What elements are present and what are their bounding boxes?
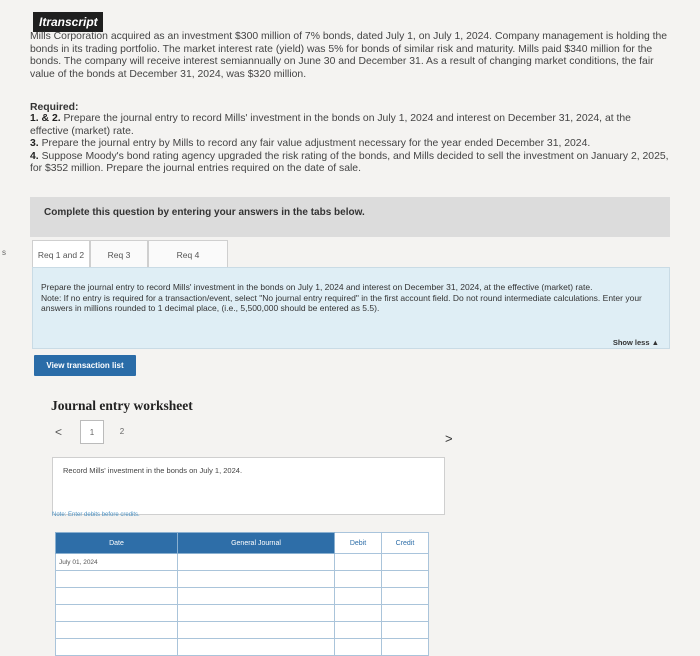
date-cell bbox=[56, 571, 178, 588]
instruction-panel bbox=[32, 267, 670, 349]
chevron-left-icon[interactable]: < bbox=[55, 425, 63, 439]
table-row bbox=[56, 571, 429, 588]
debit-input[interactable] bbox=[335, 605, 382, 622]
date-cell bbox=[56, 639, 178, 656]
table-row bbox=[56, 639, 429, 656]
tab-req-4[interactable]: Req 4 bbox=[148, 240, 228, 268]
instructions-bar: Complete this question by entering your answers in the tabs below. bbox=[30, 197, 670, 237]
account-input[interactable] bbox=[178, 554, 335, 571]
tab-req-3[interactable]: Req 3 bbox=[90, 240, 148, 268]
account-input[interactable] bbox=[178, 571, 335, 588]
table-row bbox=[56, 588, 429, 605]
required-heading: Required: bbox=[30, 102, 79, 113]
transcript-label: Itranscript bbox=[33, 12, 103, 32]
chevron-right-icon[interactable]: > bbox=[445, 431, 453, 446]
account-input[interactable] bbox=[178, 622, 335, 639]
date-header: Date bbox=[56, 533, 178, 554]
record-text: Record Mills' investment in the bonds on July 1, 2024. bbox=[63, 466, 243, 475]
panel-instruction: Prepare the journal entry to record Mills' investment in the bonds on July 1, 2024 and interest on December 31, 2024, at the effective (market) rate. bbox=[41, 282, 593, 292]
debit-input[interactable] bbox=[335, 639, 382, 656]
credit-input[interactable] bbox=[382, 588, 429, 605]
worksheet-title: Journal entry worksheet bbox=[51, 398, 193, 413]
account-input[interactable] bbox=[178, 639, 335, 656]
debit-input[interactable] bbox=[335, 571, 382, 588]
panel-note: Note: If no entry is required for a transaction/event, select "No journal entry required" in the first account field. Do not round intermediate calculations. Enter your answers in millions rounded to 1 decimal place, (i.e., 5,500,000 should be entered as 5.5). bbox=[41, 292, 642, 313]
page-2-button[interactable]: 2 bbox=[119, 427, 125, 436]
account-input[interactable] bbox=[178, 588, 335, 605]
journal-table bbox=[55, 532, 429, 656]
table-row bbox=[56, 554, 429, 571]
required-item: 4. Suppose Moody's bond rating agency upgraded the risk rating of the bonds, and Mills decided to sell the investment on January 2, 2025, for $352 million. Prepare the journal entries required on the date of sale. bbox=[30, 150, 669, 174]
debit-header: Debit bbox=[335, 533, 382, 554]
date-cell bbox=[56, 605, 178, 622]
table-row bbox=[56, 622, 429, 639]
debit-input[interactable] bbox=[335, 588, 382, 605]
debit-input[interactable] bbox=[335, 622, 382, 639]
table-row bbox=[56, 605, 429, 622]
credit-input[interactable] bbox=[382, 622, 429, 639]
general-journal-header: General Journal bbox=[178, 533, 335, 554]
credit-input[interactable] bbox=[382, 571, 429, 588]
required-item: 3. Prepare the journal entry by Mills to record any fair value adjustment necessary for the year ended December 31, 2024. bbox=[30, 138, 591, 149]
date-cell bbox=[56, 588, 178, 605]
required-list bbox=[30, 113, 670, 176]
required-item: 1. & 2. Prepare the journal entry to record Mills' investment in the bonds on July 1, 2024 and interest on December 31, 2024, at the effective (market) rate. bbox=[30, 113, 631, 137]
debits-note: Note: Enter debits before credits. bbox=[52, 512, 140, 518]
debit-input[interactable] bbox=[335, 554, 382, 571]
credit-input[interactable] bbox=[382, 605, 429, 622]
page-1-button[interactable]: 1 bbox=[80, 420, 104, 444]
show-less-link[interactable]: Show less ▲ bbox=[612, 338, 659, 347]
credit-header: Credit bbox=[382, 533, 429, 554]
date-cell bbox=[56, 622, 178, 639]
edge-mark: s bbox=[2, 248, 6, 257]
problem-text: Mills Corporation acquired as an investment $300 million of 7% bonds, dated July 1, on July 1, 2024. Company management is holding the bonds in its trading portfolio. The market interest rate (yield) was 5% for bonds of similar risk and maturity. Mills paid $340 million for the bonds. The company will receive interest semiannually on June 30 and December 31. As a result of changing market conditions, the fair value of the bonds at December 31, 2024, was $320 million. bbox=[30, 31, 668, 80]
credit-input[interactable] bbox=[382, 639, 429, 656]
date-cell: July 01, 2024 bbox=[56, 554, 178, 571]
credit-input[interactable] bbox=[382, 554, 429, 571]
tab-req-1-and-2[interactable]: Req 1 and 2 bbox=[32, 240, 90, 268]
account-input[interactable] bbox=[178, 605, 335, 622]
record-description bbox=[52, 457, 445, 515]
view-transaction-list-button[interactable]: View transaction list bbox=[34, 355, 136, 376]
